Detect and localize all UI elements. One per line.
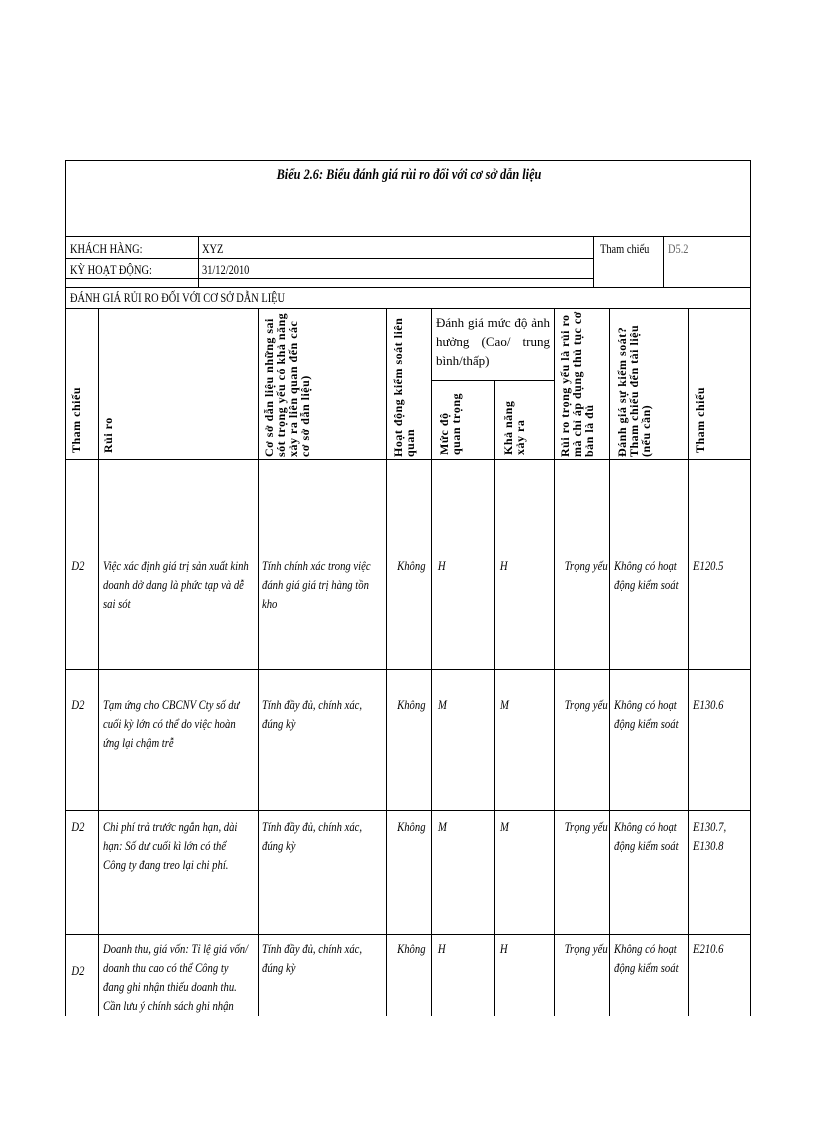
rule	[98, 308, 99, 1016]
row-ref2: E130.6	[693, 697, 724, 712]
period-value: 31/12/2010	[202, 262, 250, 277]
row-ref2: E210.6	[693, 941, 724, 956]
row-related: Không	[397, 697, 426, 712]
col-header-material-risk: Rủi ro trọng yếu là rủi ro mà chỉ áp dụng thủ tục cơ bản là đủ	[558, 311, 596, 457]
row-material: Trọng yếu	[564, 819, 608, 834]
rule	[66, 287, 751, 288]
section-title: ĐÁNH GIÁ RỦI RO ĐỐI VỚI CƠ SỞ DẪN LIỆU	[70, 290, 286, 305]
row-likelihood: M	[499, 819, 509, 834]
row-significance: H	[437, 558, 446, 573]
rule	[554, 308, 555, 1016]
col-header-control-eval: Đánh giá sự kiểm soát? Tham chiếu đến tài liệu (nếu cần)	[615, 324, 653, 457]
rule	[66, 459, 751, 460]
period-label: KỲ HOẠT ĐỘNG:	[70, 262, 152, 277]
rule	[66, 934, 751, 935]
col-header-risk: Rủi ro	[101, 417, 115, 453]
row-significance: H	[437, 941, 446, 956]
row-assertion: Tính đầy đủ, chính xác, đúng kỳ	[262, 697, 363, 731]
row-control: Không có hoạt động kiểm soát	[614, 819, 679, 853]
row-ref2: E120.5	[693, 558, 724, 573]
ref-label: Tham chiếu	[600, 241, 650, 256]
client-label: KHÁCH HÀNG:	[70, 241, 143, 256]
client-value: XYZ	[202, 241, 224, 256]
rule	[431, 308, 432, 1016]
rule	[688, 308, 689, 1016]
rule	[66, 810, 751, 811]
row-likelihood: H	[499, 941, 508, 956]
rule	[66, 669, 751, 670]
col-header-ref: Tham chiếu	[69, 386, 83, 453]
rule	[593, 236, 594, 287]
row-ref: D2	[71, 819, 85, 834]
rule	[66, 258, 593, 259]
row-assertion: Tính đầy đủ, chính xác, đúng kỳ	[262, 941, 363, 975]
col-header-impact-group: Đánh giá mức độ ảnh hưởng (Cao/ trung bình/thấp)	[436, 315, 550, 368]
row-control: Không có hoạt động kiểm soát	[614, 558, 679, 592]
rule	[258, 308, 259, 1016]
rule	[494, 380, 495, 1016]
col-header-significance: Mức độ quan trọng	[437, 392, 463, 455]
row-ref: D2	[71, 558, 85, 573]
page-title: Biểu 2.6: Biểu đánh giá rủi ro đối với cơ sở dẫn liệu	[276, 167, 542, 183]
col-header-likelihood: Khả năng xảy ra	[501, 400, 527, 455]
row-likelihood: H	[499, 558, 508, 573]
row-related: Không	[397, 558, 426, 573]
row-control: Không có hoạt động kiểm soát	[614, 697, 679, 731]
row-ref: D2	[71, 697, 85, 712]
row-risk: Chi phí trả trước ngắn hạn, dài hạn: Số dư cuối kì lớn có thể Công ty đang treo lại chi phí.	[103, 819, 238, 872]
rule	[609, 308, 610, 1016]
row-material: Trọng yếu	[564, 697, 608, 712]
rule	[198, 236, 199, 287]
row-control: Không có hoạt động kiểm soát	[614, 941, 679, 975]
rule	[663, 236, 664, 287]
risk-assessment-sheet	[65, 160, 751, 1016]
row-significance: M	[437, 697, 447, 712]
row-assertion: Tính đầy đủ, chính xác, đúng kỳ	[262, 819, 363, 853]
row-risk: Tạm ứng cho CBCNV Cty số dư cuối kỳ lớn có thể do việc hoàn ứng lại chậm trễ	[103, 697, 240, 750]
col-header-ref2: Tham chiếu	[693, 386, 707, 453]
row-related: Không	[397, 941, 426, 956]
rule	[66, 236, 751, 237]
row-related: Không	[397, 819, 426, 834]
col-header-assertion: Cơ sở dẫn liệu những sai sót trọng yếu có khả năng xảy ra liên quan đến các cơ sở dẫn liệu)	[262, 312, 312, 457]
row-risk: Việc xác định giá trị sản xuất kinh doanh dở dang là phức tạp và dễ sai sót	[103, 558, 249, 611]
ref-value: D5.2	[668, 241, 689, 256]
row-risk: Doanh thu, giá vốn: Tỉ lệ giá vốn/ doanh thu cao có thể Công ty đang ghi nhận thiếu doanh thu. Cần lưu ý chính sách ghi nhận	[103, 941, 249, 1013]
col-header-related-control: Hoạt động kiểm soát liên quan	[391, 317, 417, 457]
row-ref2: E130.7, E130.8	[693, 819, 727, 853]
row-material: Trọng yếu	[564, 941, 608, 956]
row-material: Trọng yếu	[564, 558, 608, 573]
rule	[386, 308, 387, 1016]
row-likelihood: M	[499, 697, 509, 712]
row-ref: D2	[71, 963, 85, 978]
row-assertion: Tính chính xác trong việc đánh giá giá trị hàng tồn kho	[262, 558, 371, 611]
rule	[431, 380, 554, 381]
rule	[66, 278, 593, 279]
row-significance: M	[437, 819, 447, 834]
